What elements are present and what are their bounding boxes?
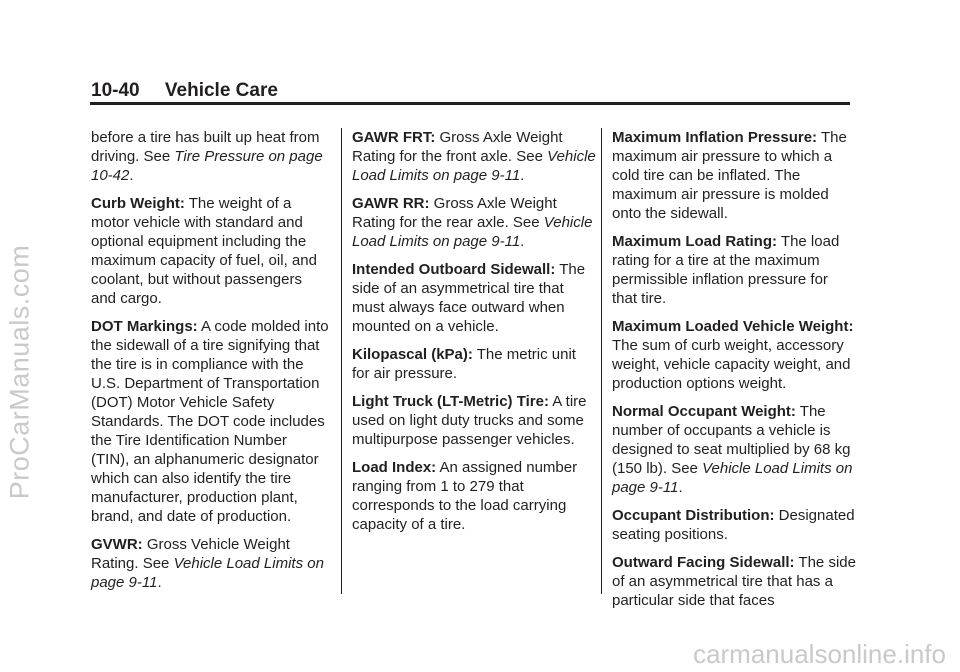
glossary-entry — [612, 128, 857, 223]
glossary-entry — [612, 232, 857, 308]
text-column-2 — [352, 128, 597, 543]
glossary-definition: Gross Vehicle Weight Rating. See — [91, 536, 290, 572]
glossary-entry — [352, 392, 597, 449]
glossary-entry — [612, 506, 857, 544]
glossary-term: DOT Markings: — [91, 318, 198, 335]
glossary-entry — [352, 345, 597, 383]
glossary-definition: An assigned number ranging from 1 to 279 that corresponds to the load carrying capacity of a tire. — [352, 459, 578, 533]
glossary-term: Kilopascal (kPa): — [352, 346, 473, 363]
glossary-definition: The side of an asymmetrical tire that must always face outward when mounted on a vehicle. — [352, 261, 586, 335]
page-number: 10-40 — [91, 80, 140, 101]
header-rule — [90, 102, 850, 105]
glossary-term: Curb Weight: — [91, 195, 185, 212]
glossary-definition: Designated seating positions. — [612, 507, 855, 543]
glossary-term: Occupant Distribution: — [612, 507, 775, 524]
glossary-entry — [91, 194, 329, 308]
section-title: Vehicle Care — [164, 80, 278, 101]
cross-reference[interactable]: Vehicle Load Limits on page 9-11 — [352, 214, 593, 250]
glossary-entry — [612, 402, 857, 497]
punctuation: . — [678, 479, 683, 496]
glossary-term: Load Index: — [352, 459, 437, 476]
cross-reference[interactable]: Vehicle Load Limits on page 9-11 — [352, 148, 596, 184]
glossary-definition: A code molded into the sidewall of a tire signifying that the tire is in compliance with the U.S. Department of Transportation (DOT) Motor Vehicle Safety Standards. The DOT code includes the Tire Identification Number (TIN), an alphanumeric designator which can also identify the tire manufacturer, production plant, brand, and date of production. — [91, 318, 329, 525]
cross-reference[interactable]: Vehicle Load Limits on page 9-11 — [612, 460, 853, 496]
glossary-entry — [91, 535, 329, 592]
glossary-definition: Gross Axle Weight Rating for the rear axle. See — [352, 195, 557, 231]
glossary-definition: The metric unit for air pressure. — [352, 346, 576, 382]
punctuation: . — [129, 167, 134, 184]
glossary-entry — [612, 553, 857, 610]
punctuation: . — [520, 233, 525, 250]
glossary-entry — [352, 128, 597, 185]
glossary-entry — [91, 317, 329, 526]
glossary-entry — [91, 128, 329, 185]
glossary-term: Outward Facing Sidewall: — [612, 554, 795, 571]
side-watermark-area — [0, 0, 36, 672]
glossary-term: GAWR FRT: — [352, 129, 436, 146]
punctuation: . — [157, 574, 162, 591]
glossary-entry — [352, 194, 597, 251]
glossary-definition: The weight of a motor vehicle with standard and optional equipment including the maximum capacity of fuel, oil, and coolant, but without passengers and cargo. — [91, 195, 317, 307]
page-header — [91, 80, 851, 102]
glossary-term: GAWR RR: — [352, 195, 430, 212]
cross-reference[interactable]: Vehicle Load Limits on page 9-11 — [91, 555, 324, 591]
glossary-term: Maximum Load Rating: — [612, 233, 778, 250]
column-divider — [601, 128, 602, 594]
glossary-definition: A tire used on light duty trucks and some multipurpose passenger vehicles. — [352, 393, 587, 448]
glossary-definition: The maximum air pressure to which a cold tire can be inflated. The maximum air pressure is molded onto the sidewall. — [612, 129, 847, 222]
glossary-definition: The number of occupants a vehicle is designed to seat multiplied by 68 kg (150 lb). See — [612, 403, 851, 477]
glossary-definition: The sum of curb weight, accessory weight, vehicle capacity weight, and production options weight. — [612, 337, 851, 392]
bottom-watermark: carmanualsonline.info — [693, 639, 946, 669]
glossary-term: Intended Outboard Sidewall: — [352, 261, 556, 278]
glossary-term: Light Truck (LT-Metric) Tire: — [352, 393, 549, 410]
glossary-definition: Gross Axle Weight Rating for the front axle. See — [352, 129, 563, 165]
glossary-entry — [612, 317, 857, 393]
glossary-term: Normal Occupant Weight: — [612, 403, 796, 420]
glossary-definition: before a tire has built up heat from driving. See — [91, 129, 320, 165]
text-column-3 — [612, 128, 857, 619]
cross-reference[interactable]: Tire Pressure on page 10-42 — [91, 148, 323, 184]
text-column-1 — [91, 128, 329, 601]
glossary-definition: The side of an asymmetrical tire that has a particular side that faces — [612, 554, 856, 609]
side-watermark: ProCarManuals.com — [4, 244, 35, 500]
glossary-entry — [352, 458, 597, 534]
glossary-term: Maximum Loaded Vehicle Weight: — [612, 318, 854, 335]
glossary-term: Maximum Inflation Pressure: — [612, 129, 818, 146]
glossary-definition: The load rating for a tire at the maximum permissible inflation pressure for that tire. — [612, 233, 840, 307]
column-divider — [341, 128, 342, 594]
glossary-entry — [352, 260, 597, 336]
punctuation: . — [520, 167, 525, 184]
glossary-term: GVWR: — [91, 536, 143, 553]
